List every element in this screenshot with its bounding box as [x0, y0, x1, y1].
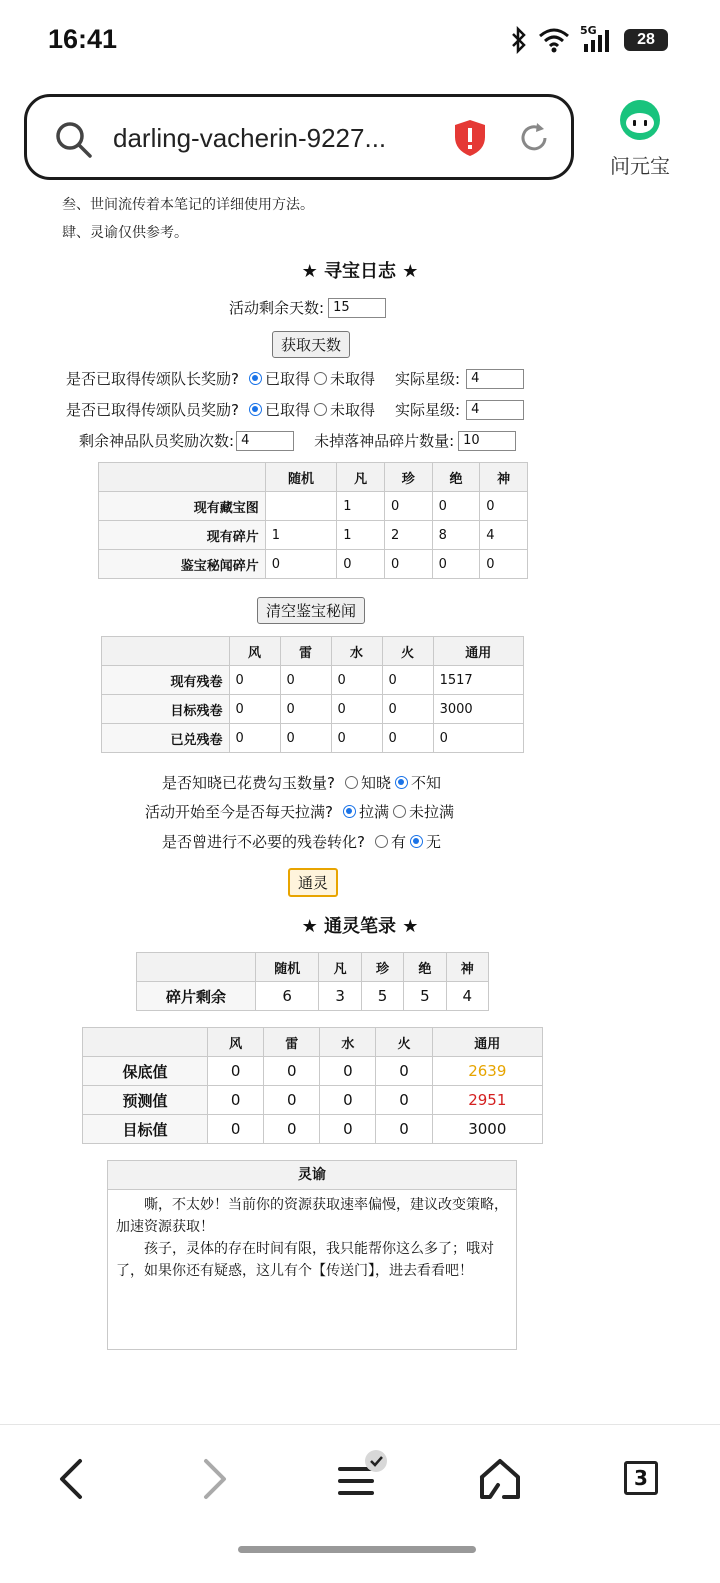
- table-cell-input[interactable]: 0: [432, 550, 480, 579]
- clear-appraisal-button[interactable]: 清空鉴宝秘闻: [257, 597, 365, 624]
- table-cell-input[interactable]: 0: [337, 550, 385, 579]
- menu-icon[interactable]: [336, 1447, 392, 1503]
- q1-label: 是否知晓已花费勾玉数量?: [162, 774, 335, 792]
- q1-know-radio[interactable]: [345, 776, 358, 789]
- reload-icon[interactable]: [517, 121, 551, 155]
- captain-reward-row: [66, 368, 524, 389]
- remaining-row: [79, 430, 516, 451]
- row-header: 现有残卷: [102, 666, 230, 695]
- table-header: 风: [208, 1028, 264, 1057]
- status-bar: [0, 0, 720, 80]
- oracle-title: 灵谕: [108, 1161, 516, 1190]
- oracle-paragraph: 孩子，灵体的存在时间有限，我只能帮你这么多了；哦对了，如果你还有疑惑，这儿有个【传送门】，进去看看吧！: [116, 1241, 494, 1279]
- q3-no-label: 无: [425, 833, 441, 851]
- url-text[interactable]: darling-vacherin-9227...: [113, 123, 387, 153]
- prediction-table: [82, 1027, 543, 1144]
- scroll-fragments-table: [101, 636, 524, 753]
- member-star-input[interactable]: 4: [466, 400, 524, 420]
- row-header: 目标残卷: [102, 695, 230, 724]
- status-icons: [510, 24, 668, 56]
- row-header: 现有碎片: [99, 521, 266, 550]
- table-cell-input[interactable]: 0: [382, 695, 433, 724]
- forward-icon[interactable]: [198, 1457, 232, 1501]
- table-cell-input[interactable]: 0: [384, 492, 432, 521]
- table-cell: 0: [264, 1086, 320, 1115]
- security-warning-icon[interactable]: [453, 119, 487, 157]
- table-cell: 0: [208, 1057, 264, 1086]
- table-header: 火: [376, 1028, 432, 1057]
- table-header: 通用: [433, 637, 523, 666]
- captain-question: 是否已取得传颂队长奖励?: [66, 370, 239, 388]
- table-cell-input[interactable]: 2: [384, 521, 432, 550]
- q3-row: [162, 831, 441, 852]
- table-cell-input[interactable]: 0: [433, 724, 523, 753]
- q2-row: [145, 801, 454, 822]
- table-header: 雷: [264, 1028, 320, 1057]
- table-cell-input[interactable]: [265, 492, 337, 521]
- captain-not-got-label: 未取得: [329, 370, 375, 388]
- table-header: 水: [331, 637, 382, 666]
- member-got-label: 已取得: [264, 401, 310, 419]
- table-cell-input[interactable]: 0: [331, 666, 382, 695]
- table-cell: 3000: [432, 1115, 542, 1144]
- spirit-button[interactable]: 通灵: [288, 868, 338, 897]
- table-row: [83, 1057, 543, 1086]
- captain-star-label: 实际星级:: [395, 370, 461, 388]
- table-cell-input[interactable]: 0: [382, 724, 433, 753]
- q3-yes-radio[interactable]: [375, 835, 388, 848]
- table-header: [102, 637, 230, 666]
- member-not-got-radio[interactable]: [314, 403, 327, 416]
- table-cell-input[interactable]: 0: [280, 695, 331, 724]
- captain-got-label: 已取得: [264, 370, 310, 388]
- table-header: 雷: [280, 637, 331, 666]
- table-cell-input[interactable]: 1: [265, 521, 337, 550]
- q2-label: 活动开始至今是否每天拉满?: [145, 803, 333, 821]
- table-cell-input[interactable]: 0: [480, 492, 528, 521]
- captain-star-input[interactable]: 4: [466, 369, 524, 389]
- q2-not-full-label: 未拉满: [408, 803, 454, 821]
- table-cell-input[interactable]: 0: [480, 550, 528, 579]
- wifi-icon: [538, 27, 570, 53]
- table-cell-input[interactable]: 0: [265, 550, 337, 579]
- q1-know-label: 知晓: [360, 774, 391, 792]
- table-cell: 0: [320, 1057, 376, 1086]
- table-row: [102, 724, 524, 753]
- home-icon[interactable]: [478, 1457, 522, 1501]
- page-content: [0, 190, 720, 1420]
- row-header: 碎片剩余: [137, 982, 256, 1011]
- row-header: 鉴宝秘闻碎片: [99, 550, 266, 579]
- remaining-rewards-input[interactable]: 4: [236, 431, 294, 451]
- captain-got-radio[interactable]: [249, 372, 262, 385]
- table-cell-input[interactable]: 0: [229, 666, 280, 695]
- assistant-logo-icon: [618, 98, 662, 142]
- table-cell-input[interactable]: 3000: [433, 695, 523, 724]
- table-header: [99, 463, 266, 492]
- q1-row: [162, 772, 441, 793]
- assistant-label: 问元宝: [610, 154, 670, 178]
- battery-indicator: 28: [624, 29, 668, 51]
- table-cell: 5: [361, 982, 403, 1011]
- member-star-label: 实际星级:: [395, 401, 461, 419]
- table-cell-input[interactable]: 0: [331, 724, 382, 753]
- table-header: 随机: [265, 463, 337, 492]
- row-header: 已兑残卷: [102, 724, 230, 753]
- fragments-remaining-table: [136, 952, 489, 1011]
- days-label: 活动剩余天数:: [229, 299, 325, 317]
- table-cell: 0: [264, 1057, 320, 1086]
- table-cell: 5: [404, 982, 446, 1011]
- table-header: 水: [320, 1028, 376, 1057]
- table-row: [83, 1086, 543, 1115]
- oracle-body: [108, 1190, 516, 1286]
- oracle-panel: [107, 1160, 517, 1350]
- remaining-rewards-label: 剩余神品队员奖励次数:: [79, 432, 235, 450]
- table-header: 绝: [432, 463, 480, 492]
- address-bar[interactable]: [24, 94, 574, 180]
- signal-icon: [580, 26, 614, 54]
- home-indicator[interactable]: [238, 1546, 476, 1553]
- table-cell: 0: [320, 1086, 376, 1115]
- captain-not-got-radio[interactable]: [314, 372, 327, 385]
- note-line-4: 肆、灵谕仅供参考。: [62, 225, 188, 241]
- member-not-got-label: 未取得: [329, 401, 375, 419]
- q2-not-full-radio[interactable]: [393, 805, 406, 818]
- treasure-log-title: ★ 寻宝日志 ★: [301, 261, 419, 282]
- days-row: [229, 297, 386, 318]
- table-header: 神: [446, 953, 488, 982]
- undropped-input[interactable]: 10: [458, 431, 516, 451]
- table-cell-input[interactable]: 0: [280, 724, 331, 753]
- q3-yes-label: 有: [390, 833, 406, 851]
- table-cell: 0: [208, 1115, 264, 1144]
- note-line-3: 叁、世间流传着本笔记的详细使用方法。: [62, 197, 314, 213]
- table-cell: 0: [264, 1115, 320, 1144]
- q2-full-radio[interactable]: [343, 805, 356, 818]
- undropped-label: 未掉落神品碎片数量:: [314, 432, 455, 450]
- table-header: 凡: [319, 953, 361, 982]
- table-row: [83, 1115, 543, 1144]
- member-question: 是否已取得传颂队员奖励?: [66, 401, 239, 419]
- table-cell-input[interactable]: 4: [480, 521, 528, 550]
- oracle-paragraph: 嘶，不太妙！当前你的资源获取速率偏慢，建议改变策略，加速资源获取！: [116, 1197, 508, 1235]
- days-input[interactable]: 15: [328, 298, 386, 318]
- q3-label: 是否曾进行不必要的残卷转化?: [162, 833, 365, 851]
- search-icon: [53, 119, 93, 159]
- q3-no-radio[interactable]: [410, 835, 423, 848]
- table-header: 火: [382, 637, 433, 666]
- member-got-radio[interactable]: [249, 403, 262, 416]
- row-header: 现有藏宝图: [99, 492, 266, 521]
- table-cell-input[interactable]: 0: [229, 724, 280, 753]
- table-header: 通用: [432, 1028, 542, 1057]
- assistant-button[interactable]: [600, 98, 680, 179]
- get-days-button[interactable]: 获取天数: [272, 331, 350, 358]
- table-cell-input[interactable]: 0: [432, 492, 480, 521]
- table-cell-input[interactable]: 0: [384, 550, 432, 579]
- table-header: 绝: [404, 953, 446, 982]
- table-row: [99, 492, 528, 521]
- table-header: 随机: [255, 953, 319, 982]
- row-header: 目标值: [83, 1115, 208, 1144]
- table-row: [102, 666, 524, 695]
- table-header: [137, 953, 256, 982]
- row-header: 预测值: [83, 1086, 208, 1115]
- table-cell-input[interactable]: 1517: [433, 666, 523, 695]
- table-header: [83, 1028, 208, 1057]
- table-header: 珍: [384, 463, 432, 492]
- table-cell: 3: [319, 982, 361, 1011]
- q2-full-label: 拉满: [358, 803, 389, 821]
- table-cell-input[interactable]: 1: [337, 492, 385, 521]
- table-cell-input[interactable]: 0: [229, 695, 280, 724]
- table-row: [99, 550, 528, 579]
- network-type: 5G: [580, 24, 597, 37]
- q1-unknown-label: 不知: [410, 774, 441, 792]
- back-icon[interactable]: [54, 1457, 88, 1501]
- tabs-button[interactable]: 3: [624, 1461, 658, 1495]
- q1-unknown-radio[interactable]: [395, 776, 408, 789]
- table-cell-input[interactable]: 0: [331, 695, 382, 724]
- table-header: 神: [480, 463, 528, 492]
- browser-nav-bar: [0, 1424, 720, 1583]
- table-cell-input[interactable]: 0: [280, 666, 331, 695]
- table-header: 凡: [337, 463, 385, 492]
- table-header: 风: [229, 637, 280, 666]
- table-row: [102, 695, 524, 724]
- member-reward-row: [66, 399, 524, 420]
- table-cell-input[interactable]: 1: [337, 521, 385, 550]
- table-row: [99, 521, 528, 550]
- status-time: 16:41: [48, 24, 118, 54]
- table-cell: 0: [320, 1115, 376, 1144]
- row-header: 保底值: [83, 1057, 208, 1086]
- table-cell: 4: [446, 982, 488, 1011]
- table-cell-input[interactable]: 8: [432, 521, 480, 550]
- table-cell: 0: [376, 1086, 432, 1115]
- treasure-map-table: [98, 462, 528, 579]
- table-cell: 0: [208, 1086, 264, 1115]
- table-row: [137, 982, 489, 1011]
- records-title: ★ 通灵笔录 ★: [301, 916, 419, 937]
- table-cell-predicted: 2951: [432, 1086, 542, 1115]
- table-cell: 6: [255, 982, 319, 1011]
- table-header: 珍: [361, 953, 403, 982]
- table-cell: 0: [376, 1115, 432, 1144]
- table-cell-input[interactable]: 0: [382, 666, 433, 695]
- table-cell-minimum: 2639: [432, 1057, 542, 1086]
- bluetooth-icon: [510, 26, 528, 54]
- table-cell: 0: [376, 1057, 432, 1086]
